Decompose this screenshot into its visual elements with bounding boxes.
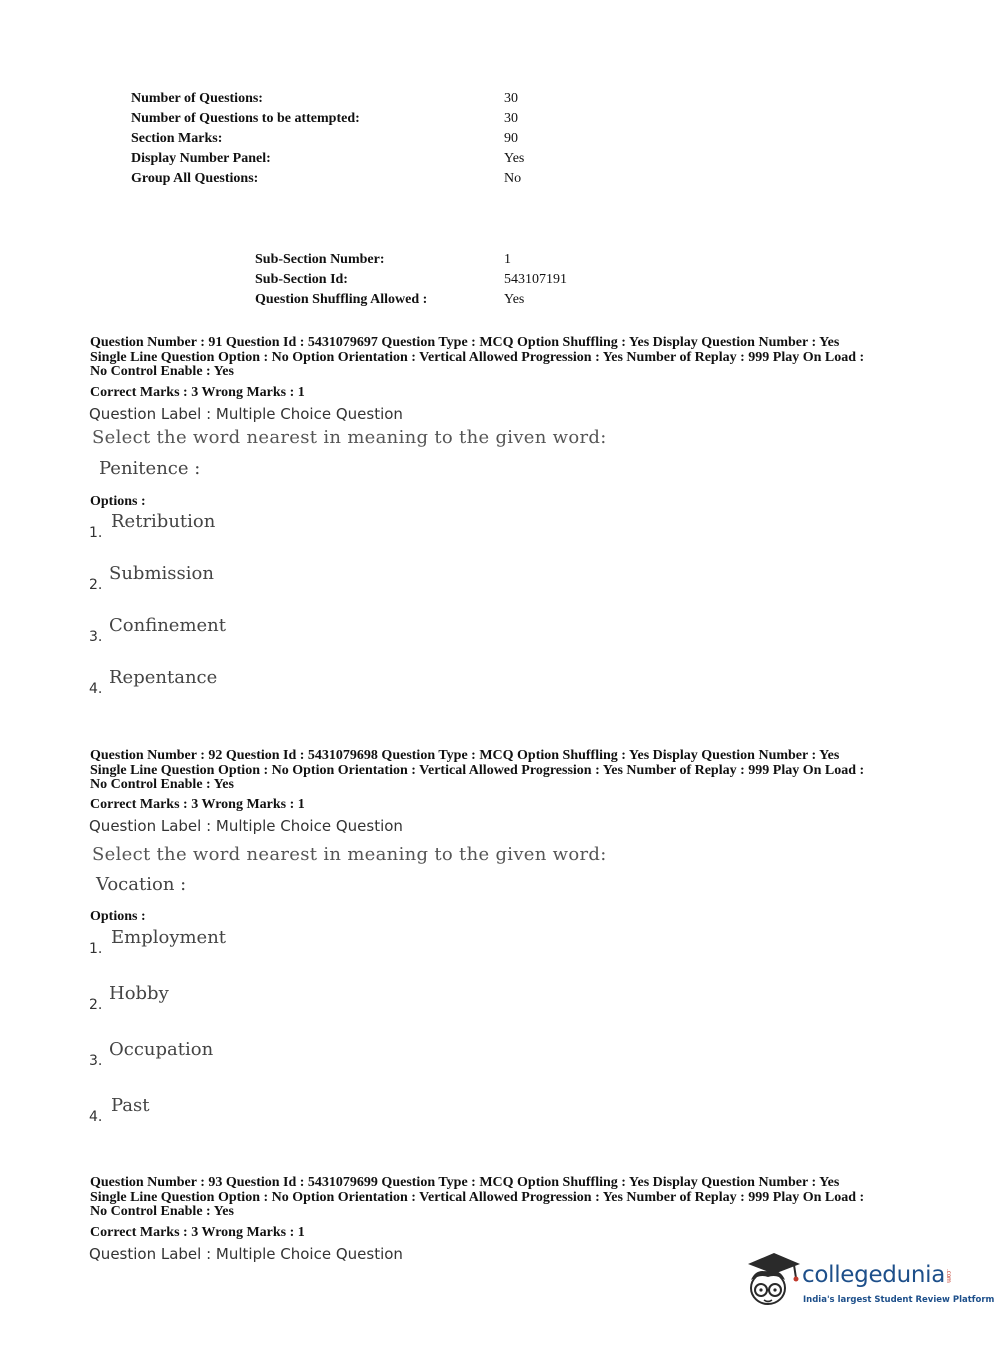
section-info-value: 30 (504, 111, 518, 126)
option-number: 2. (89, 997, 103, 1013)
question-meta: Question Number : 93 Question Id : 5431079699 Question Type : MCQ Option Shuffling : Yes Display Question Number : Yes Single Line Question Option : No Option Orientation : Vertical Allowed Progression : Yes Number of Replay : 999 Play On Load : No Control Enable : Yes (90, 1175, 865, 1219)
question-word: Penitence : (99, 458, 201, 479)
question-meta: Question Number : 91 Question Id : 5431079697 Question Type : MCQ Option Shuffling : Yes Display Question Number : Yes Single Line Question Option : No Option Orientation : Vertical Allowed Progression : Yes Number of Replay : 999 Play On Load : No Control Enable : Yes (90, 335, 865, 379)
options-heading: Options : (90, 494, 146, 509)
option-text: Hobby (109, 983, 169, 1004)
option-number: 3. (89, 629, 103, 645)
question-meta: Question Number : 92 Question Id : 5431079698 Question Type : MCQ Option Shuffling : Yes Display Question Number : Yes Single Line Question Option : No Option Orientation : Vertical Allowed Progression : Yes Number of Replay : 999 Play On Load : No Control Enable : Yes (90, 748, 865, 792)
logo-brand-suffix: .com (945, 1268, 953, 1283)
option-text: Past (111, 1095, 150, 1116)
subsection-info-label: Sub-Section Id: (255, 272, 348, 287)
option-text: Submission (109, 563, 214, 584)
option-text: Confinement (109, 615, 226, 636)
question-label: Question Label : Multiple Choice Question (89, 405, 403, 423)
question-marks: Correct Marks : 3 Wrong Marks : 1 (90, 385, 305, 400)
section-info-label: Group All Questions: (131, 171, 259, 186)
option-number: 4. (89, 681, 103, 697)
mascot-icon (742, 1250, 802, 1316)
option-text: Retribution (111, 511, 216, 532)
subsection-info-label: Question Shuffling Allowed : (255, 292, 428, 307)
question-word: Vocation : (96, 874, 187, 895)
option-number: 4. (89, 1109, 103, 1125)
option-text: Employment (111, 927, 227, 948)
question-marks: Correct Marks : 3 Wrong Marks : 1 (90, 1225, 305, 1240)
collegedunia-logo (742, 1248, 995, 1318)
option-number: 3. (89, 1053, 103, 1069)
section-info-label: Section Marks: (131, 131, 223, 146)
option-text: Occupation (109, 1039, 214, 1060)
section-info-label: Number of Questions: (131, 91, 263, 106)
subsection-info-value: 543107191 (504, 272, 567, 287)
question-marks: Correct Marks : 3 Wrong Marks : 1 (90, 797, 305, 812)
section-info-label: Number of Questions to be attempted: (131, 111, 360, 126)
question-text: Select the word nearest in meaning to the given word: (92, 427, 607, 448)
option-number: 2. (89, 577, 103, 593)
subsection-info-label: Sub-Section Number: (255, 252, 385, 267)
section-info-value: Yes (504, 151, 525, 166)
section-info-value: 30 (504, 91, 518, 106)
option-text: Repentance (109, 667, 218, 688)
section-info-label: Display Number Panel: (131, 151, 271, 166)
logo-brand: collegedunia.com (802, 1262, 953, 1288)
option-number: 1. (89, 941, 103, 957)
logo-tagline: India's largest Student Review Platform (803, 1295, 995, 1305)
question-label: Question Label : Multiple Choice Question (89, 1245, 403, 1263)
question-text: Select the word nearest in meaning to the given word: (92, 844, 607, 865)
option-number: 1. (89, 525, 103, 541)
section-info-value: 90 (504, 131, 518, 146)
subsection-info-value: Yes (504, 292, 525, 307)
question-label: Question Label : Multiple Choice Question (89, 817, 403, 835)
subsection-info-value: 1 (504, 252, 511, 267)
options-heading: Options : (90, 909, 146, 924)
section-info-value: No (504, 171, 522, 186)
